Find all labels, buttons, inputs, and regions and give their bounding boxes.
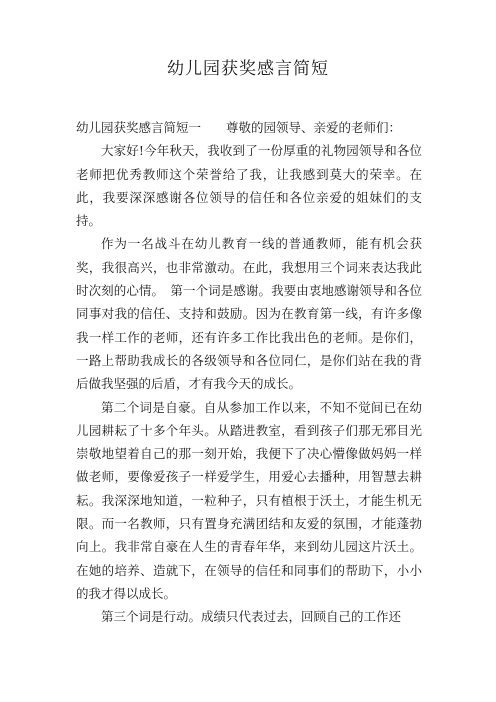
paragraph-first-word: 作为一名战斗在幼儿教育一线的普通教师，能有机会获奖，我很高兴，也非常激动。在此，我想用三个词来表达我此时次刻的心情。 第一个词是感谢。我要由衷地感谢领导和各位同事对我的信任、支持和鼓励。因为在教育第一线，有许多像我一样工作的老师，还有许多工作比我出色的老师。是你们，一路上帮助我成长的各级领导和各位同仁，是你们站在我的背后做我坚强的后盾，才有我今天的成长。 — [76, 236, 422, 392]
paragraph-greeting: 大家好!今年秋天，我收到了一份厚重的礼物园领导和各位老师把优秀教师这个荣誉给了我，让我感到莫大的荣幸。在此，我要深深感谢各位领导的信任和各位亲爱的姐妹们的支持。 — [76, 143, 422, 229]
document-title: 幼儿园获奖感言简短 — [167, 59, 329, 79]
paragraph-third-word: 第三个词是行动。成绩只代表过去，回顾自己的工作还 — [101, 609, 402, 625]
document-body — [76, 116, 422, 629]
paragraph-opening: 幼儿园获奖感言简短一 尊敬的园领导、亲爱的老师们： — [76, 120, 402, 135]
paragraph-second-word: 第二个词是自豪。自从参加工作以来，不知不觉间已在幼儿园耕耘了十多个年头。从踏进教室，看到孩子们那无邪目光崇敬地望着自己的那一刻开始，我便下了决心懵像做妈妈一样做老师，要像爱孩子一样爱学生，用爱心去播种，用智慧去耕耘。我深深地知道，一粒种子，只有植根于沃土，才能生机无限。而一名教师，只有置身充满团结和友爱的氛围，才能蓬勃向上。我非常自豪在人生的青春年华，来到幼儿园这片沃土。在她的培养、造就下，在领导的信任和同事们的帮助下，小小的我才得以成长。 — [76, 399, 422, 601]
